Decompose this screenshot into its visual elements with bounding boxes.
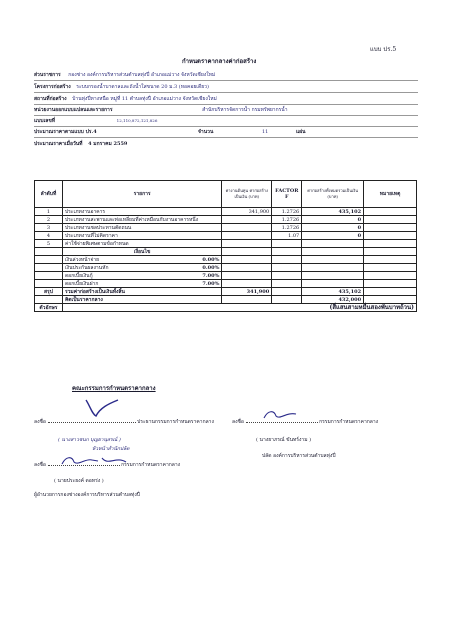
row-total: 0 bbox=[302, 224, 364, 232]
condition-row bbox=[35, 264, 417, 272]
summary-cost: 341,900 bbox=[222, 288, 272, 296]
row-note bbox=[364, 240, 417, 248]
row-item: ประเภทงานที่ไม่คิดราคา bbox=[62, 232, 221, 240]
condition-cell bbox=[62, 280, 221, 288]
estimate-label: ประมาณราคาตามแบบ ปร.4 bbox=[34, 129, 97, 135]
condition-label: ดอกเบี้ยเงินฝาก bbox=[64, 280, 99, 287]
col-total-header: ค่าก่อสร้างทั้งหมดรวมเป็นเงิน (บาท) bbox=[302, 181, 364, 208]
condition-row bbox=[35, 272, 417, 280]
row-total bbox=[302, 240, 364, 248]
conditions-title: เงื่อนไข bbox=[62, 248, 221, 256]
document-title: กำหนดราคากลางค่าก่อสร้าง bbox=[182, 58, 257, 65]
median-row bbox=[35, 296, 417, 304]
date-label: ประมาณราคาเมื่อวันที่ bbox=[34, 141, 83, 147]
row-note bbox=[364, 232, 417, 240]
condition-label: ดอกเบี้ยเงินกู้ bbox=[64, 272, 93, 279]
member1-title: ปลัด องค์การบริหารส่วนตำบลทุ่งปี่ bbox=[262, 453, 336, 459]
col-cost-header: ค่างานต้นทุน ค่าก่อสร้างเป็นเงิน (บาท) bbox=[222, 181, 272, 208]
chair-name: ( นางสาวชนก บุญยานุสรณ์ ) bbox=[58, 437, 121, 443]
condition-label: เงินล่วงหน้าจ่าย bbox=[64, 256, 100, 263]
conditions-title-row bbox=[35, 248, 417, 256]
agency-label: ส่วนราชการ bbox=[34, 72, 61, 78]
col-item-header: รายการ bbox=[62, 181, 221, 208]
header-row-location bbox=[34, 96, 418, 105]
condition-cell bbox=[62, 272, 221, 280]
summary-total: 435,102 bbox=[302, 288, 364, 296]
drawing-value: 12,110,872,121,826 bbox=[116, 118, 158, 123]
table-row bbox=[35, 224, 417, 232]
count-value: 11 bbox=[262, 129, 269, 135]
row-seq: 4 bbox=[35, 232, 63, 240]
row-item: ประเภทงานอาคาร bbox=[62, 208, 221, 216]
row-item: ประเภทงานสะพานและท่อเหลี่ยมที่ค่าเหมือนกับงานอาคารหนึ่ง bbox=[62, 216, 221, 224]
table-header-row bbox=[35, 181, 417, 208]
row-item: ประเภทงานชลประทานตัดถนน bbox=[62, 224, 221, 232]
cost-table bbox=[34, 180, 417, 312]
chair-signature bbox=[82, 396, 122, 418]
count-label: จำนวน bbox=[198, 129, 214, 135]
row-factor: 1.2726 bbox=[272, 208, 302, 216]
chair-sign-label: ลงชื่อ bbox=[34, 419, 46, 425]
row-note bbox=[364, 224, 417, 232]
row-seq: 5 bbox=[35, 240, 63, 248]
row-note bbox=[364, 208, 417, 216]
table-row bbox=[35, 216, 417, 224]
row-seq: 2 bbox=[35, 216, 63, 224]
col-seq-header: ลำดับที่ bbox=[35, 181, 63, 208]
row-total: 435,102 bbox=[302, 208, 364, 216]
project-value: ระบบกรองน้ำบาดาลและถังน้ำใสขนาด 20 ม.3 (หอคอยเดียว) bbox=[76, 84, 209, 90]
letters-row bbox=[35, 304, 417, 312]
row-total: 0 bbox=[302, 232, 364, 240]
row-note bbox=[364, 216, 417, 224]
member2-name: ( นายประยงค์ ดอทร่ง ) bbox=[54, 478, 104, 484]
sheet-label: แผ่น bbox=[296, 129, 306, 135]
header-row-estimate bbox=[34, 129, 418, 138]
location-value: บ้านทุ่งปี่หางหนือ หมู่ที่ 11 ตำบลทุ่งปี่ อำเภอแม่วาง จังหวัดเชียงใหม่ bbox=[72, 96, 217, 102]
row-seq: 3 bbox=[35, 224, 63, 232]
member1-sign-line bbox=[232, 419, 378, 425]
chair-title: หัวหน้าสำนักปลัด bbox=[92, 446, 130, 452]
row-cost bbox=[222, 232, 272, 240]
condition-row bbox=[35, 280, 417, 288]
header-row-designer bbox=[34, 107, 418, 116]
median-label: คิดเป็นราคากลาง bbox=[62, 296, 221, 304]
row-seq: 1 bbox=[35, 208, 63, 216]
member2-title: ผู้อำนวยการกองช่างองค์การบริหารส่วนตำบลทุ่งปี่ bbox=[34, 492, 140, 498]
table-row bbox=[35, 208, 417, 216]
condition-value: 7.00% bbox=[202, 272, 220, 279]
location-label: สถานที่ก่อสร้าง bbox=[34, 96, 67, 102]
condition-cell bbox=[62, 256, 221, 264]
summary-label: สรุป bbox=[35, 288, 63, 296]
member1-name: ( นางยาภรณ์ ขันทร์งาม ) bbox=[256, 437, 312, 443]
chair-sign-line bbox=[34, 419, 214, 425]
member2-sign-line bbox=[34, 462, 180, 468]
row-factor: 1.2726 bbox=[272, 224, 302, 232]
summary-row bbox=[35, 288, 417, 296]
letters-value: (สี่แสนสามหมื่นสองพันบาทถ้วน) bbox=[62, 304, 416, 312]
col-factor-header: FACTOR F bbox=[272, 181, 302, 208]
row-cost bbox=[222, 224, 272, 232]
header-row-date bbox=[34, 141, 127, 147]
form-code: แบบ ปร.5 bbox=[370, 46, 397, 53]
row-factor: 1.07 bbox=[272, 232, 302, 240]
designer-label: หน่วยงานออกแบบแปลนและรายการ bbox=[34, 107, 113, 113]
designer-value: สำนักบริหารจัดการน้ำ กรมทรัพยากรน้ำ bbox=[202, 107, 288, 113]
condition-label: เงินประกันผลงานหัก bbox=[64, 264, 109, 271]
member2-role: กรรมการกำหนดราคากลาง bbox=[121, 462, 181, 468]
committee-heading: คณะกรรมการกำหนดราคากลาง bbox=[72, 385, 156, 392]
row-cost: 341,900 bbox=[222, 208, 272, 216]
row-total: 0 bbox=[302, 216, 364, 224]
date-value: 4 มกราคม 2559 bbox=[88, 141, 128, 147]
condition-value: 0.00% bbox=[202, 264, 220, 271]
member1-role: กรรมการกำหนดราคากลาง bbox=[319, 419, 379, 425]
member1-sign-label: ลงชื่อ bbox=[232, 419, 244, 425]
row-factor: 1.2726 bbox=[272, 216, 302, 224]
col-note-header: หมายเหตุ bbox=[364, 181, 417, 208]
project-label: โครงการก่อสร้าง bbox=[34, 84, 71, 90]
median-total: 432,000 bbox=[302, 296, 364, 304]
table-row bbox=[35, 240, 417, 248]
row-cost bbox=[222, 240, 272, 248]
header-row-agency bbox=[34, 72, 418, 81]
chair-role: ประธานกรรมการกำหนดราคากลาง bbox=[137, 419, 214, 425]
condition-cell bbox=[62, 264, 221, 272]
header-row-drawing bbox=[34, 118, 418, 127]
condition-value: 7.00% bbox=[202, 280, 220, 287]
header-row-project bbox=[34, 84, 418, 93]
drawing-label: แบบเลขที่ bbox=[34, 118, 56, 124]
member2-sign-label: ลงชื่อ bbox=[34, 462, 46, 468]
row-cost bbox=[222, 216, 272, 224]
row-item: ค่าใช้จ่ายพิเศษตามข้อกำหนด bbox=[62, 240, 221, 248]
agency-value: กองช่าง องค์การบริหารส่วนตำบลทุ่งปี่ อำเภอแม่วาง จังหวัดเชียงใหม่ bbox=[68, 72, 216, 78]
condition-row bbox=[35, 256, 417, 264]
row-factor bbox=[272, 240, 302, 248]
table-row bbox=[35, 232, 417, 240]
condition-value: 0.00% bbox=[202, 256, 220, 263]
summary-item: รวมค่าก่อสร้างเป็นเงินทั้งสิ้น bbox=[62, 288, 221, 296]
letters-label: ตัวอักษร bbox=[35, 304, 63, 312]
